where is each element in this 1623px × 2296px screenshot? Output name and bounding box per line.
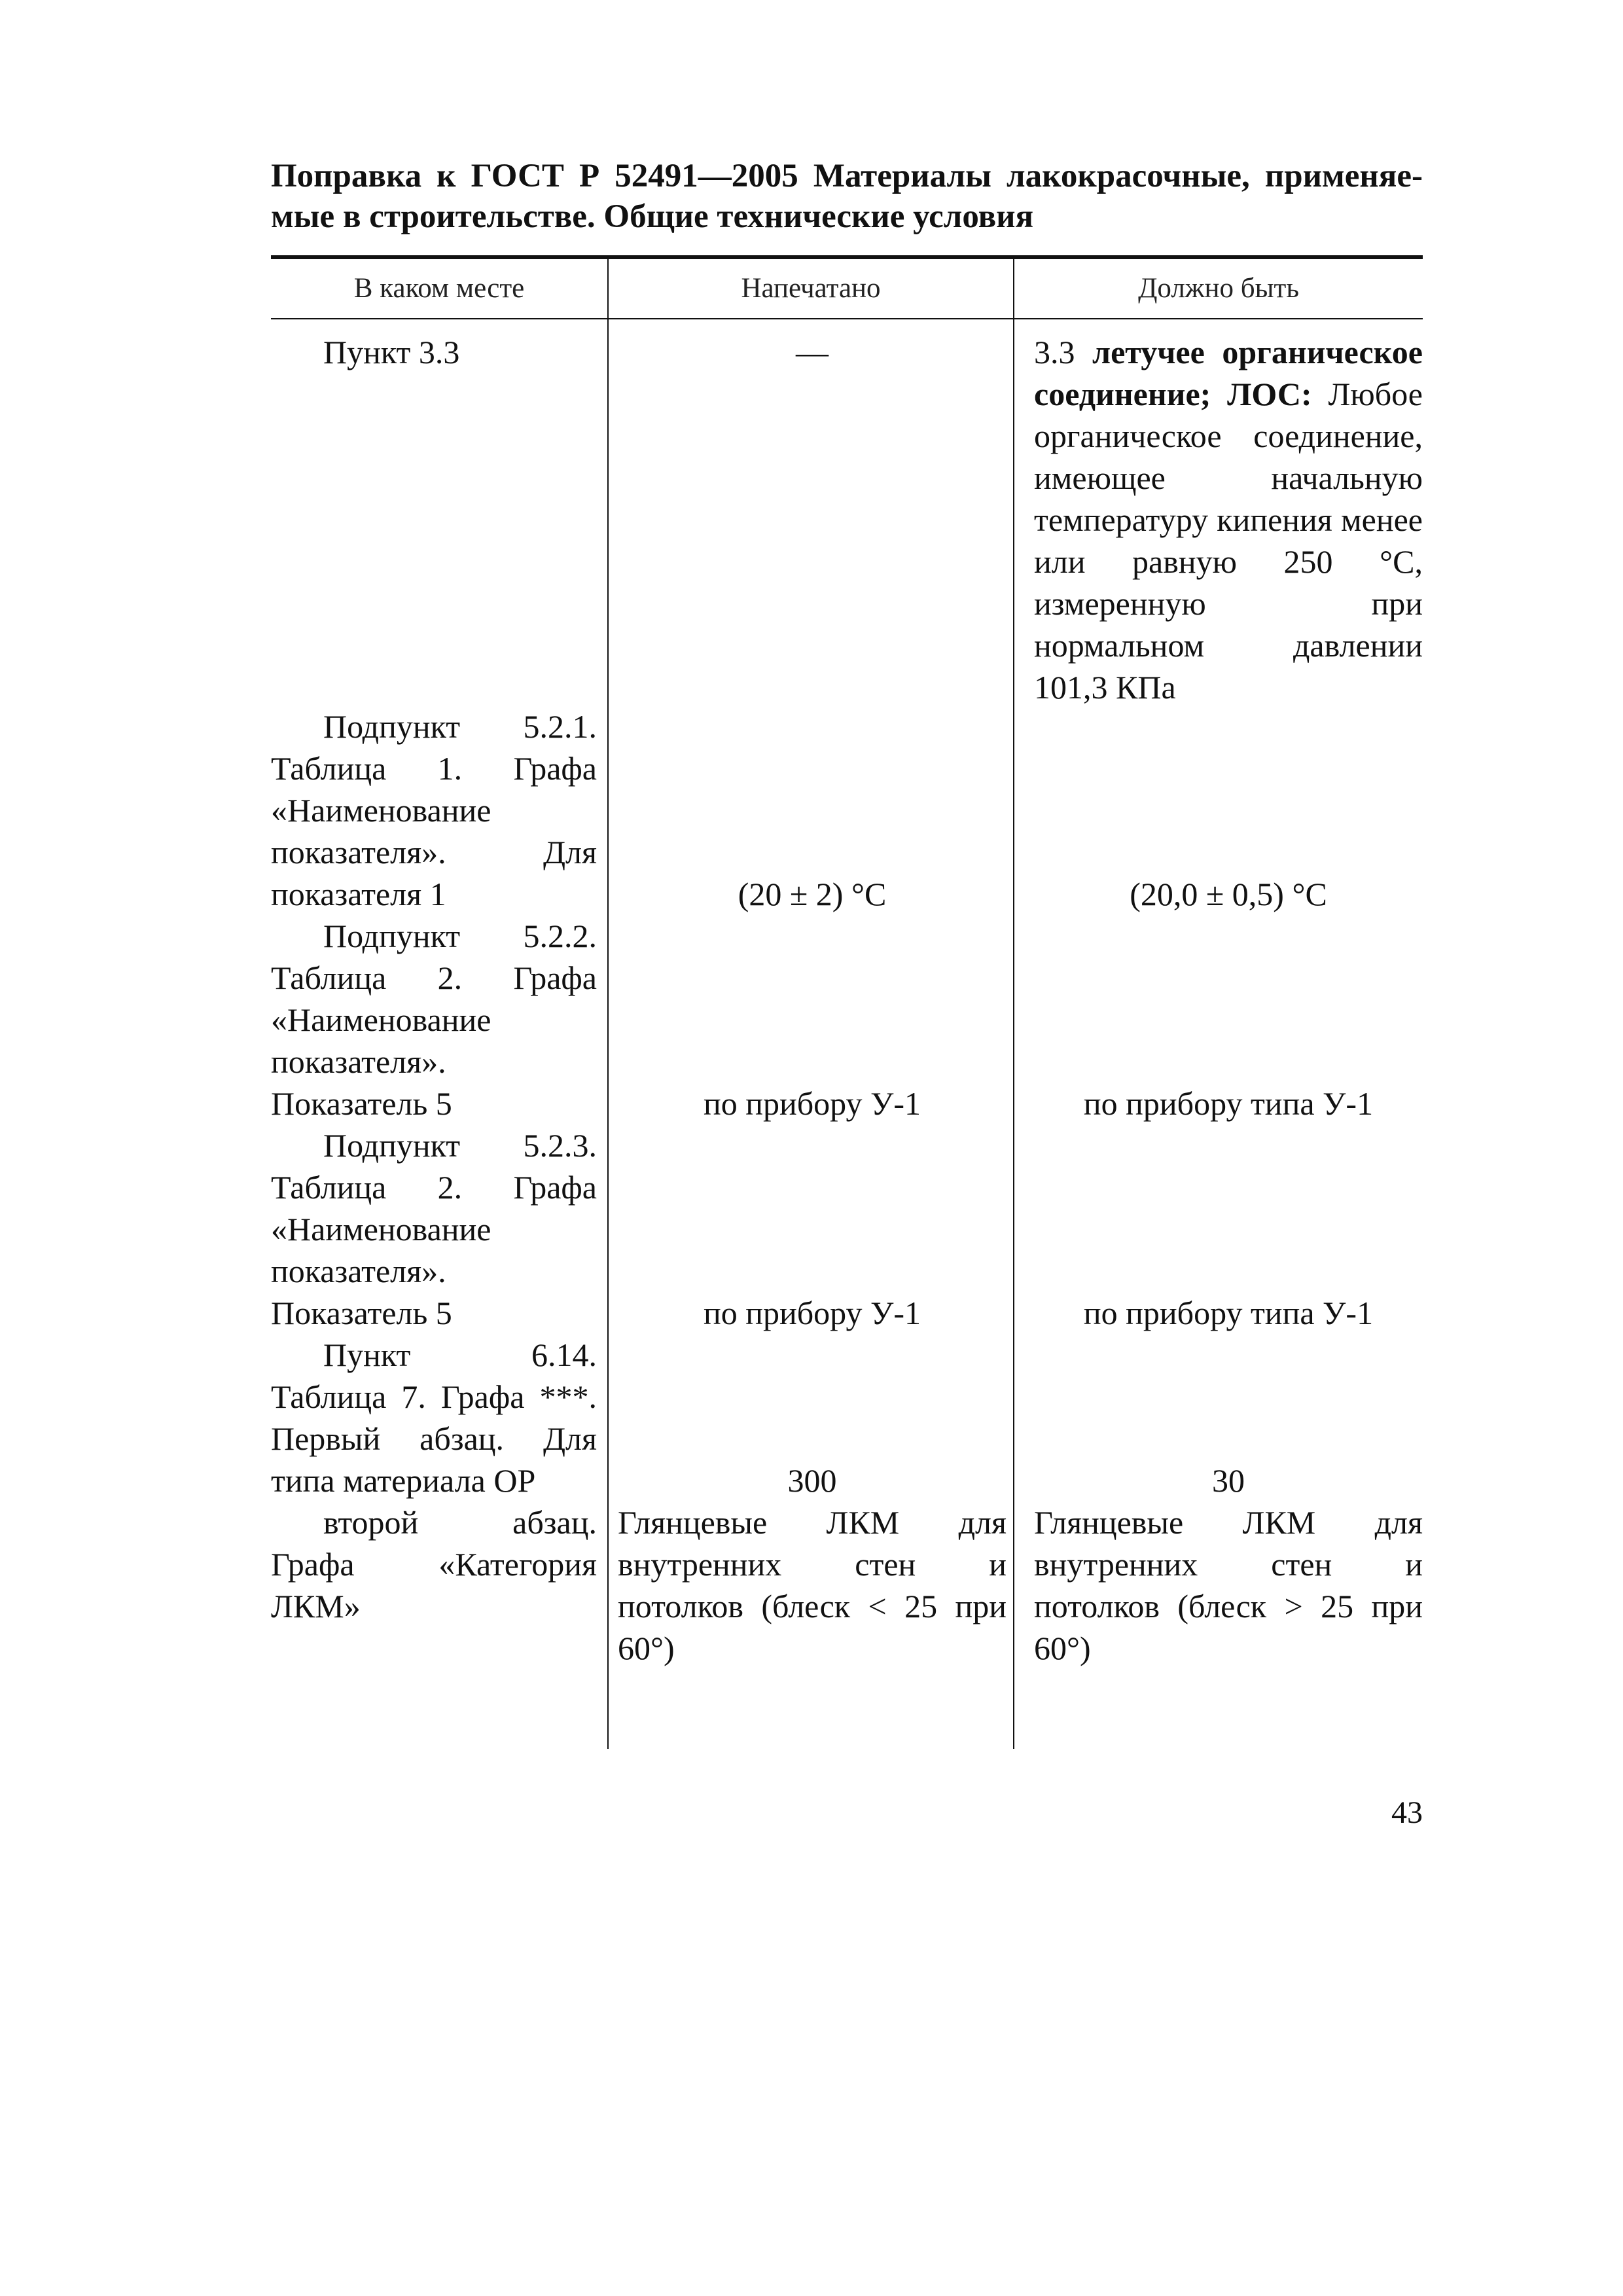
header-printed: Напечатано	[741, 273, 881, 304]
row-1-definition: Любое органическое соединение, имеющее начальную температуру кипения менее или равную 250 °С, измеренную при нормальном давлении 101,3 КПа	[1034, 376, 1423, 706]
row-5-should-be: 30	[1212, 1462, 1245, 1499]
table-top-rule	[271, 255, 1423, 259]
row-1-term: летучее органическое соединение; ЛОС:	[1034, 334, 1423, 412]
row-3-place: Подпункт 5.2.2. Таблица 2. Графа «Наименование показателя». Показатель 5	[271, 918, 597, 1122]
row-6-should-be: Глянцевые ЛКМ для внутренних стен и потолков (блеск > 25 при 60°)	[1034, 1504, 1423, 1666]
column-divider	[607, 259, 609, 1749]
row-4-printed: по прибору У-1	[703, 1295, 921, 1331]
row-2-printed: (20 ± 2) °С	[738, 876, 887, 912]
header-place: В каком месте	[353, 273, 525, 304]
row-1-place: Пункт 3.3	[323, 334, 460, 370]
row-2-should-be: (20,0 ± 0,5) °С	[1130, 876, 1327, 912]
page-number: 43	[1391, 1795, 1423, 1830]
column-divider	[1013, 259, 1014, 1749]
row-1-should-be	[1034, 331, 1423, 708]
row-3-printed: по прибору У-1	[703, 1085, 921, 1122]
row-5-place: Пункт 6.14. Таблица 7. Графа ***. Первый абзац. Для типа материала ОР	[271, 1336, 597, 1499]
row-2-place: Подпункт 5.2.1. Таблица 1. Графа «Наименование показателя». Для показателя 1	[271, 708, 597, 912]
page-title	[271, 156, 1423, 237]
table-header-rule	[271, 318, 1423, 319]
row-4-should-be: по прибору типа У-1	[1083, 1295, 1374, 1331]
header-should-be: Должно быть	[1138, 273, 1299, 304]
row-4-place: Подпункт 5.2.3. Таблица 2. Графа «Наименование показателя». Показатель 5	[271, 1127, 597, 1331]
title-line-2: мые в строительстве. Общие технические условия	[271, 198, 1034, 235]
row-6-printed: Глянцевые ЛКМ для внутренних стен и потолков (блеск < 25 при 60°)	[618, 1504, 1007, 1666]
row-1-printed: —	[796, 334, 829, 370]
row-6-place: второй абзац. Графа «Категория ЛКМ»	[271, 1504, 597, 1624]
row-1-should-be-prefix: 3.3	[1034, 334, 1075, 370]
title-line-1: Поправка к ГОСТ Р 52491—2005 Материалы лакокрасочные, применяе-	[271, 158, 1423, 194]
row-5-printed: 300	[787, 1462, 837, 1499]
row-3-should-be: по прибору типа У-1	[1083, 1085, 1374, 1122]
